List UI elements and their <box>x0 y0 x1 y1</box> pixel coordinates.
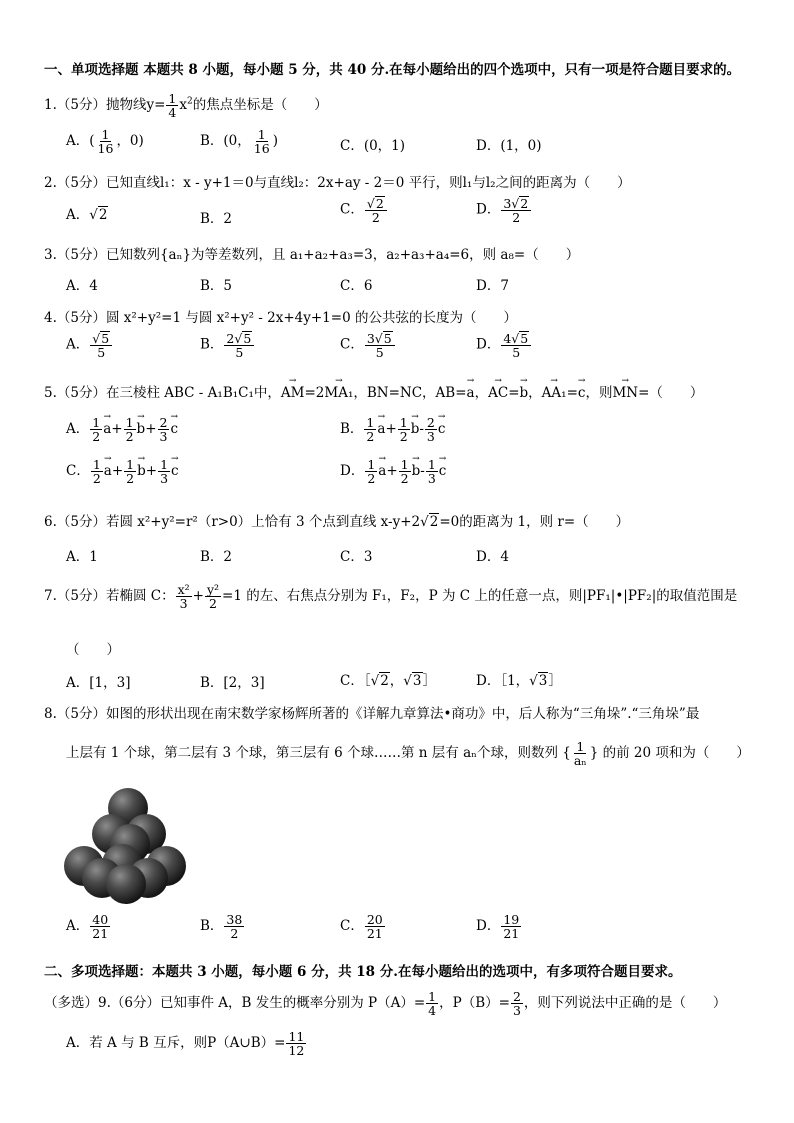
q8-option-d[interactable]: D． $\frac{19}{21}$ <box>476 912 520 942</box>
q2-option-a[interactable]: A．√ 2 <box>66 203 108 223</box>
q1-option-c[interactable]: C．(0，1) <box>340 138 406 154</box>
question-9: （多选）9.（6分）已知事件 A，B 发生的概率分别为 P（A）= $\frac{1}{4}$ ，P（B）= $\frac{2}{3}$ ，则下列说法中正确的是（ ） <box>44 989 727 1019</box>
q4-option-b[interactable]: B． $\frac{2√ 5}{5}$ <box>200 331 255 359</box>
q2-option-d[interactable]: D． $\frac{3√ 2}{2}$ <box>476 196 532 224</box>
section-1-heading: 一、单项选择题 本题共 8 小题，每小题 5 分，共 40 分.在每小题给出的四个选项中，只有一项是符合题目要求的。 <box>44 62 741 78</box>
question-1: 1.（5分）抛物线y= $\frac{1}{4}$ $x^2$的焦点坐标是（ ） <box>44 91 328 121</box>
question-4: 4.（5分）圆 x²+y²=1 与圆 x²+y² - 2x+4y+1=0 的公共弦的长度为（ ） <box>44 310 517 326</box>
q6-option-c[interactable]: C．3 <box>340 549 373 565</box>
q3-option-b[interactable]: B．5 <box>200 278 233 294</box>
q8-option-a[interactable]: A． $\frac{40}{21}$ <box>66 912 109 942</box>
question-8-line-1: 8.（5分）如图的形状出现在南宋数学家杨辉所著的《详解九章算法•商功》中，后人称为“三角垛”.“三角垛”最 <box>44 706 700 722</box>
q6-option-a[interactable]: A．1 <box>66 549 98 565</box>
q7-option-b[interactable]: B．[2，3] <box>200 675 265 691</box>
q4-option-c[interactable]: C． $\frac{3√ 5}{5}$ <box>340 331 396 359</box>
q1-stem-end: 的焦点坐标是（ ） <box>192 97 328 114</box>
vector-am: → AM <box>281 385 305 401</box>
q8-option-c[interactable]: C． $\frac{20}{21}$ <box>340 912 383 942</box>
q3-option-a[interactable]: A．4 <box>66 278 98 294</box>
q3-option-d[interactable]: D．7 <box>476 278 509 294</box>
vector-ma1: → MA₁ <box>324 385 353 401</box>
question-2: 2.（5分）已知直线l₁：x - y+1＝0与直线l₂：2x+ay - 2＝0 平行，则l₁与l₂之间的距离为（ ） <box>44 175 631 191</box>
q2-option-b[interactable]: B．2 <box>200 211 233 227</box>
question-8-line-2: 上层有 1 个球，第二层有 3 个球，第三层有 6 个球……第 n 层有 aₙ个球，则数列 { $\frac{1}{\text{aₙ}}$ } 的前 20 项和为（ ） <box>66 739 750 769</box>
q9-option-a[interactable]: A．若 A 与 B 互斥，则P（A∪B）= $\frac{11}{12}$ <box>66 1029 305 1059</box>
q7-option-d[interactable]: D．［1，√ 3］ <box>476 669 562 689</box>
q7-option-a[interactable]: A．[1，3] <box>66 675 131 691</box>
q7-answer-paren: （ ） <box>66 642 120 658</box>
q5-option-b[interactable]: B． $\frac{1}{2}$ → a+ $\frac{1}{2}$ → b- $\frac{2}{3}$ → c <box>340 416 445 443</box>
q1-fraction: $\frac{1}{4}$ <box>168 91 177 121</box>
q2-option-c[interactable]: C． √ $\frac{2}{2}$ <box>340 196 388 224</box>
q5-option-c[interactable]: C． $\frac{1}{2}$ → a+ $\frac{1}{2}$ → b+ $\frac{1}{3}$ → c <box>66 458 179 485</box>
q1-option-b[interactable]: B．(0， $\frac{1}{16}$ ) <box>200 127 278 157</box>
question-6: 6.（5分）若圆 x²+y²=r²（r>0）上恰有 3 个点到直线 x-y+2√ 2=0的距离为 1，则 r=（ ） <box>44 510 629 530</box>
q5-option-a[interactable]: A． $\frac{1}{2}$ → a+ $\frac{1}{2}$ → b+ $\frac{2}{3}$ → c <box>66 416 178 443</box>
q4-option-a[interactable]: A． √ $\frac{5}{5}$ <box>66 331 113 359</box>
q1-option-a[interactable]: A．( $\frac{1}{16}$ ，0) <box>66 127 144 157</box>
question-3: 3.（5分）已知数列{aₙ}为等差数列，且 a₁+a₂+a₃=3，a₂+a₃+a₄=6，则 a₈=（ ） <box>44 247 580 263</box>
q1-option-d[interactable]: D．(1，0) <box>476 138 542 154</box>
question-5: 5.（5分）在三棱柱 ABC - A₁B₁C₁中，→ AM=2→ MA₁，BN=NC，AB=→ a，→ AC=→ b，→ AA₁=→ c，则→ MN=（ ） <box>44 381 703 401</box>
q3-option-c[interactable]: C．6 <box>340 278 373 294</box>
vector-mn: → MN <box>612 385 638 401</box>
q4-option-d[interactable]: D． $\frac{4√ 5}{5}$ <box>476 331 532 359</box>
triangular-ball-pile-figure <box>62 782 194 906</box>
q8-option-b[interactable]: B． $\frac{38}{2}$ <box>200 912 243 942</box>
q7-option-c[interactable]: C．［√ 2，√ 3］ <box>340 669 436 689</box>
ball-pile <box>64 788 186 904</box>
q1-stem-start: 1.（5分）抛物线y= <box>44 97 166 114</box>
section-2-heading: 二、多项选择题：本题共 3 小题，每小题 6 分，共 18 分.在每小题给出的选项中，有多项符合题目要求。 <box>44 964 682 980</box>
q6-option-b[interactable]: B．2 <box>200 549 233 565</box>
question-7: 7.（5分）若椭圆 C： $\frac{\text{x²}}{3}$ + $\frac{\text{y²}}{2}$ =1 的左、右焦点分别为 F₁，F₂，P 为 C 上的任意一点，则|PF₁|•|PF₂|的取值范围是 <box>44 582 738 612</box>
q6-option-d[interactable]: D．4 <box>476 549 509 565</box>
q5-option-d[interactable]: D． $\frac{1}{2}$ → a+ $\frac{1}{2}$ → b- $\frac{1}{3}$ → c <box>340 458 446 485</box>
